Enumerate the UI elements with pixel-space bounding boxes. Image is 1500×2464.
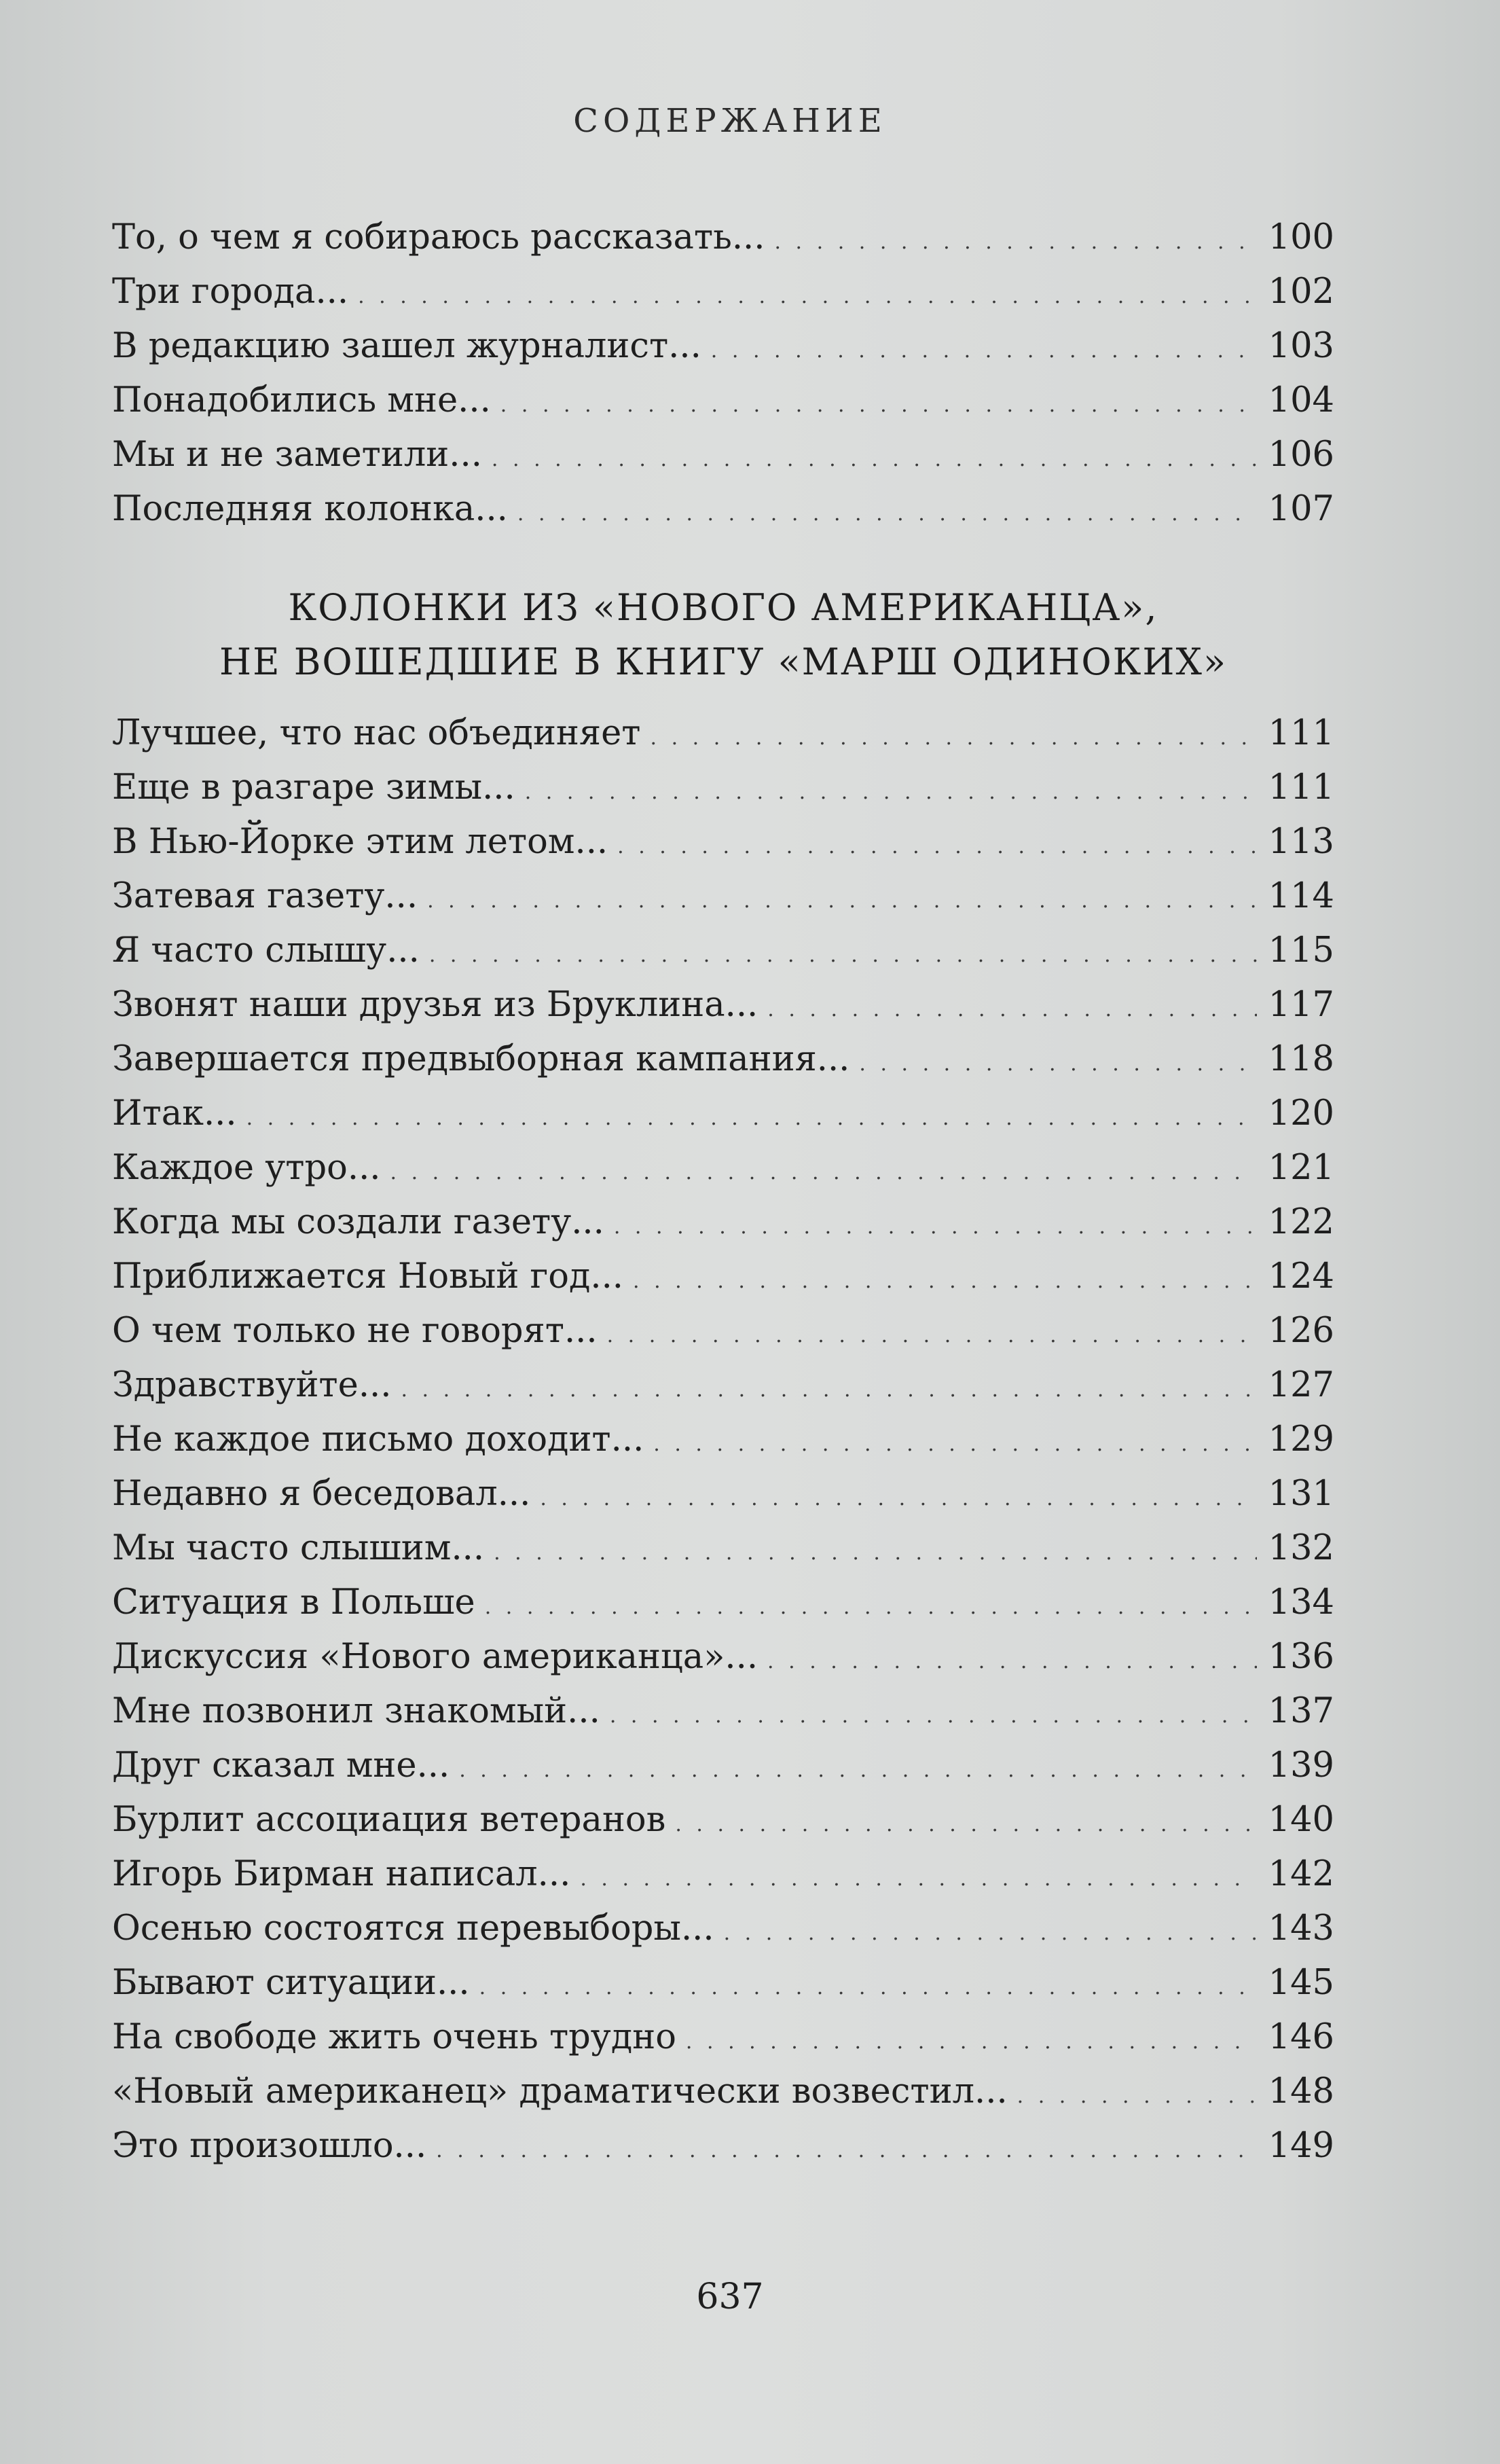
toc-entry-title: Звонят наши друзья из Бруклина... xyxy=(112,985,758,1025)
toc-entry-page: 115 xyxy=(1268,930,1334,971)
toc-entry xyxy=(112,1956,1334,2010)
toc-entry xyxy=(112,1304,1334,1358)
toc-entry xyxy=(112,1576,1334,1630)
toc-entry-page: 137 xyxy=(1268,1691,1334,1731)
toc-entry-title: Затевая газету... xyxy=(112,876,418,916)
dot-leader xyxy=(479,1956,1257,2015)
toc-entry-page: 140 xyxy=(1268,1800,1334,1840)
toc-entry-title: Игорь Бирман написал... xyxy=(112,1854,571,1894)
dot-leader xyxy=(767,1630,1257,1689)
toc-entry-page: 113 xyxy=(1268,822,1334,862)
toc-entry-page: 122 xyxy=(1268,1202,1334,1242)
dot-leader xyxy=(246,1087,1257,1146)
dot-leader xyxy=(429,924,1257,983)
toc-entry-page: 131 xyxy=(1268,1474,1334,1514)
toc-entry-title: Бурлит ассоциация ветеранов xyxy=(112,1800,666,1840)
dot-leader xyxy=(358,265,1257,324)
toc-entry xyxy=(112,1358,1334,1413)
toc-entry-title: Итак... xyxy=(112,1093,237,1134)
toc-entry-title: Здравствуйте... xyxy=(112,1365,392,1405)
section-heading-line-2: НЕ ВОШЕДШИЕ В КНИГУ «МАРШ ОДИНОКИХ» xyxy=(219,640,1227,683)
toc-list-main xyxy=(112,706,1334,2173)
toc-entry xyxy=(112,761,1334,815)
toc-entry-page: 114 xyxy=(1268,876,1334,916)
toc-entry xyxy=(112,1413,1334,1467)
toc-entry-page: 127 xyxy=(1268,1365,1334,1405)
dot-leader xyxy=(686,2010,1257,2069)
toc-entry xyxy=(112,1793,1334,1847)
toc-entry xyxy=(112,706,1334,761)
toc-entry-page: 136 xyxy=(1268,1637,1334,1677)
toc-entry-title: Понадобились мне... xyxy=(112,380,491,420)
toc-entry-title: В Нью-Йорке этим летом... xyxy=(112,822,608,862)
toc-entry xyxy=(112,1250,1334,1304)
toc-entry xyxy=(112,2010,1334,2065)
toc-entry xyxy=(112,1087,1334,1141)
dot-leader xyxy=(614,1195,1257,1254)
running-header: СОДЕРЖАНИЕ xyxy=(573,102,887,140)
toc-entry xyxy=(112,1684,1334,1739)
toc-entry-title: Когда мы создали газету... xyxy=(112,1202,604,1242)
section-heading xyxy=(112,581,1334,689)
toc-entry-title: То, о чем я собираюсь рассказать... xyxy=(112,217,765,257)
dot-leader xyxy=(427,869,1257,928)
dot-leader xyxy=(724,1902,1257,1961)
toc-entry-title: Не каждое письмо доходит... xyxy=(112,1419,644,1460)
toc-entry xyxy=(112,869,1334,924)
toc-entry-page: 124 xyxy=(1268,1256,1334,1297)
toc-entry-title: «Новый американец» драматически возвестил... xyxy=(112,2071,1008,2112)
toc-entry xyxy=(112,1032,1334,1087)
toc-entry-title: Мы и не заметили... xyxy=(112,435,482,475)
toc-entry-page: 102 xyxy=(1268,272,1334,312)
toc-entry-page: 121 xyxy=(1268,1148,1334,1188)
toc-entry xyxy=(112,1847,1334,1902)
toc-entry-page: 111 xyxy=(1268,767,1334,808)
dot-leader xyxy=(633,1250,1257,1309)
toc-entry-page: 106 xyxy=(1268,435,1334,475)
toc-entry-title: Еще в разгаре зимы... xyxy=(112,767,515,808)
toc-entry-title: Три города... xyxy=(112,272,349,312)
dot-leader xyxy=(774,211,1257,270)
toc-entry-title: Каждое утро... xyxy=(112,1148,381,1188)
toc-entry-page: 145 xyxy=(1268,1963,1334,2003)
toc-entry xyxy=(112,428,1334,482)
dot-leader xyxy=(459,1739,1257,1798)
dot-leader xyxy=(711,319,1257,378)
toc-entry-page: 139 xyxy=(1268,1745,1334,1786)
toc-entry-title: Недавно я беседовал... xyxy=(112,1474,531,1514)
toc-entry-page: 132 xyxy=(1268,1528,1334,1568)
dot-leader xyxy=(540,1467,1257,1526)
toc-entry-page: 103 xyxy=(1268,326,1334,366)
toc-entry-title: На свободе жить очень трудно xyxy=(112,2017,676,2057)
page-number: 637 xyxy=(696,2277,764,2317)
toc-entry xyxy=(112,2065,1334,2119)
toc-entry-title: Последняя колонка... xyxy=(112,489,508,529)
toc-entry-page: 104 xyxy=(1268,380,1334,420)
toc-entry-title: Друг сказал мне... xyxy=(112,1745,450,1786)
toc-entry-page: 142 xyxy=(1268,1854,1334,1894)
toc-entry-title: Дискуссия «Нового американца»... xyxy=(112,1637,758,1677)
toc-entry-title: Мне позвонил знакомый... xyxy=(112,1691,600,1731)
dot-leader xyxy=(525,761,1257,820)
dot-leader xyxy=(1017,2065,1257,2124)
toc-entry-title: Завершается предвыборная кампания... xyxy=(112,1039,850,1079)
toc-entry xyxy=(112,482,1334,537)
toc-entry-page: 100 xyxy=(1268,217,1334,257)
dot-leader xyxy=(653,1413,1257,1472)
toc-entry-title: Ситуация в Польше xyxy=(112,1582,475,1623)
toc-entry-page: 146 xyxy=(1268,2017,1334,2057)
dot-leader xyxy=(500,374,1257,433)
toc-entry xyxy=(112,978,1334,1032)
toc-entry-page: 148 xyxy=(1268,2071,1334,2112)
toc-entry-title: Я часто слышу... xyxy=(112,930,420,971)
toc-entry xyxy=(112,1630,1334,1684)
toc-entry xyxy=(112,211,1334,265)
toc-entry xyxy=(112,1739,1334,1793)
dot-leader xyxy=(492,428,1257,487)
toc-entry xyxy=(112,1902,1334,1956)
toc-entry-title: Мы часто слышим... xyxy=(112,1528,485,1568)
dot-leader xyxy=(651,706,1258,765)
toc-entry-page: 143 xyxy=(1268,1908,1334,1949)
toc-entry-page: 129 xyxy=(1268,1419,1334,1460)
dot-leader xyxy=(617,815,1257,874)
dot-leader xyxy=(485,1576,1257,1635)
toc-entry xyxy=(112,319,1334,374)
section-heading-line-1: КОЛОНКИ ИЗ «НОВОГО АМЕРИКАНЦА», xyxy=(288,586,1158,629)
toc-entry-page: 126 xyxy=(1268,1311,1334,1351)
toc-entry-title: Приближается Новый год... xyxy=(112,1256,624,1297)
toc-entry xyxy=(112,1521,1334,1576)
dot-leader xyxy=(767,978,1257,1037)
toc-entry xyxy=(112,1141,1334,1195)
dot-leader xyxy=(859,1032,1257,1091)
toc-list-top xyxy=(112,211,1334,537)
toc-entry-page: 134 xyxy=(1268,1582,1334,1623)
toc-entry-title: Это произошло... xyxy=(112,2126,427,2166)
toc-entry-page: 117 xyxy=(1268,985,1334,1025)
toc-entry xyxy=(112,1195,1334,1250)
toc-entry-page: 107 xyxy=(1268,489,1334,529)
toc-entry-page: 118 xyxy=(1268,1039,1334,1079)
toc-entry xyxy=(112,2119,1334,2173)
toc-entry-page: 120 xyxy=(1268,1093,1334,1134)
dot-leader xyxy=(610,1684,1257,1743)
dot-leader xyxy=(390,1141,1258,1200)
dot-leader xyxy=(607,1304,1257,1363)
toc-entry xyxy=(112,1467,1334,1521)
toc-entry-title: В редакцию зашел журналист... xyxy=(112,326,701,366)
dot-leader xyxy=(517,482,1257,541)
toc-entry-title: Бывают ситуации... xyxy=(112,1963,470,2003)
dot-leader xyxy=(401,1358,1257,1417)
dot-leader xyxy=(675,1793,1257,1852)
toc-entry xyxy=(112,265,1334,319)
toc-entry-title: Осенью состоятся перевыборы... xyxy=(112,1908,714,1949)
dot-leader xyxy=(436,2119,1257,2178)
toc-entry-page: 149 xyxy=(1268,2126,1334,2166)
toc-entry-page: 111 xyxy=(1268,713,1334,753)
dot-leader xyxy=(494,1521,1257,1580)
toc-entry-title: О чем только не говорят... xyxy=(112,1311,598,1351)
dot-leader xyxy=(580,1847,1257,1906)
toc-entry xyxy=(112,374,1334,428)
toc-entry xyxy=(112,815,1334,869)
toc-entry-title: Лучшее, что нас объединяет xyxy=(112,713,641,753)
toc-entry xyxy=(112,924,1334,978)
